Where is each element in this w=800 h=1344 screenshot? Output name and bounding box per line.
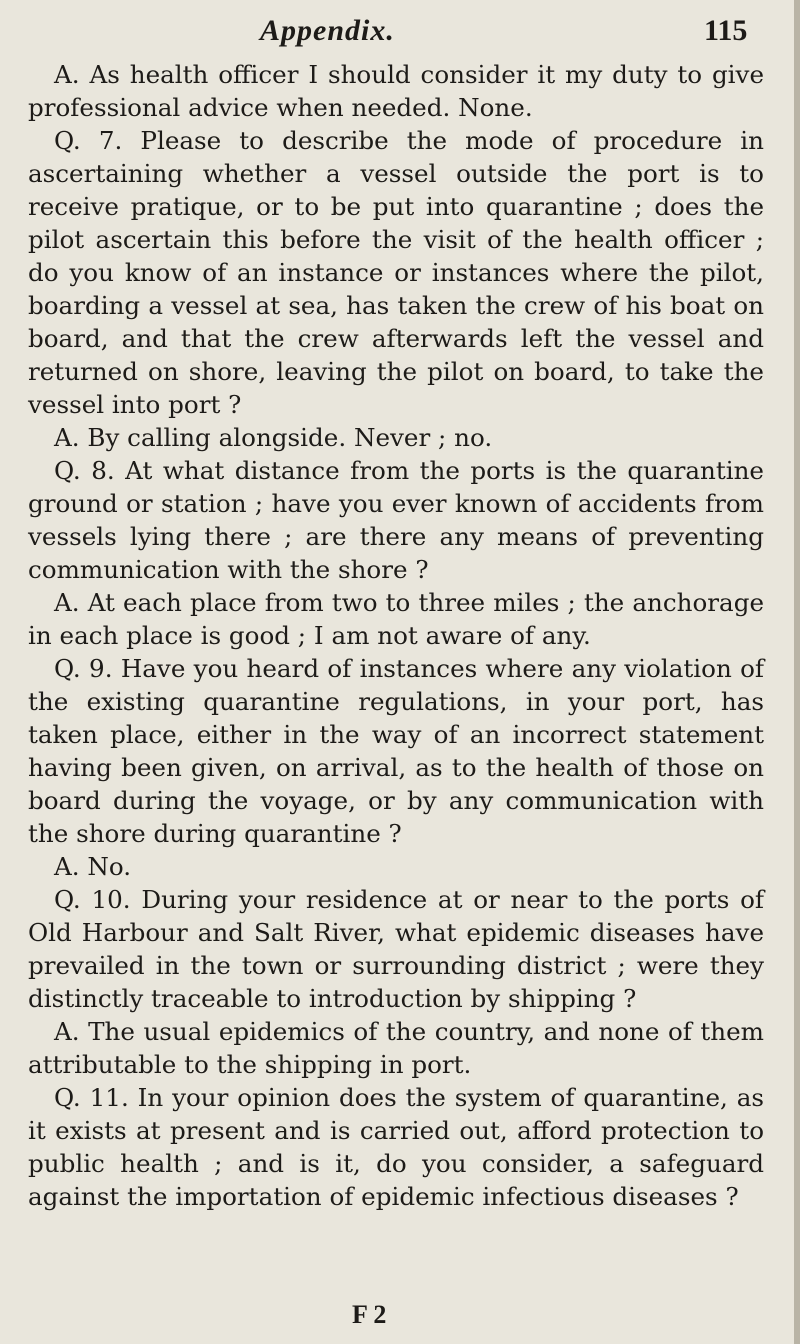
- question-11: Q. 11. In your opinion does the system of quarantine, as it exists at present and is carried out, afford protection to public health ; and is it, do you consider, a safeguard against the importation of epidemic infectious diseases ?: [28, 1083, 764, 1211]
- answer-9: A. No.: [54, 852, 132, 881]
- answer-10: A. The usual epidemics of the country, and none of them attributable to the shipping in port.: [28, 1017, 764, 1079]
- signature-mark: F 2: [352, 1300, 387, 1329]
- answer-8: A. At each place from two to three miles ; the anchorage in each place is good ; I am not aware of any.: [28, 588, 764, 650]
- page-edge-shadow: [794, 0, 800, 1344]
- answer-7: A. By calling alongside. Never ; no.: [54, 423, 493, 452]
- question-10: Q. 10. During your residence at or near to the ports of Old Harbour and Salt River, what epidemic diseases have prevailed in the town or surrounding district ; were they distinctly traceable to introduction by shipping ?: [28, 885, 764, 1013]
- page-number: 115: [704, 14, 748, 47]
- page-header: [28, 8, 772, 58]
- body-text: [28, 58, 764, 1213]
- running-title: Appendix.: [260, 14, 395, 47]
- question-9: Q. 9. Have you heard of instances where any violation of the existing quarantine regulations, in your port, has taken place, either in the way of an incorrect statement having been given, on arrival, as to the health of those on board during the voyage, or by any communication with the shore during quarantine ?: [28, 654, 764, 848]
- question-8: Q. 8. At what distance from the ports is the quarantine ground or station ; have you ever known of accidents from vessels lying there ; are there any means of preventing communication with the shore ?: [28, 456, 764, 584]
- question-7: Q. 7. Please to describe the mode of procedure in ascertaining whether a vessel outside the port is to receive pratique, or to be put into quarantine ; does the pilot ascertain this before the visit of the health officer ; do you know of an instance or instances where the pilot, boarding a vessel at sea, has taken the crew of his boat on board, and that the crew afterwards left the vessel and returned on shore, leaving the pilot on board, to take the vessel into port ?: [28, 126, 764, 419]
- answer-6: A. As health officer I should consider it my duty to give professional advice when needed. None.: [28, 60, 764, 122]
